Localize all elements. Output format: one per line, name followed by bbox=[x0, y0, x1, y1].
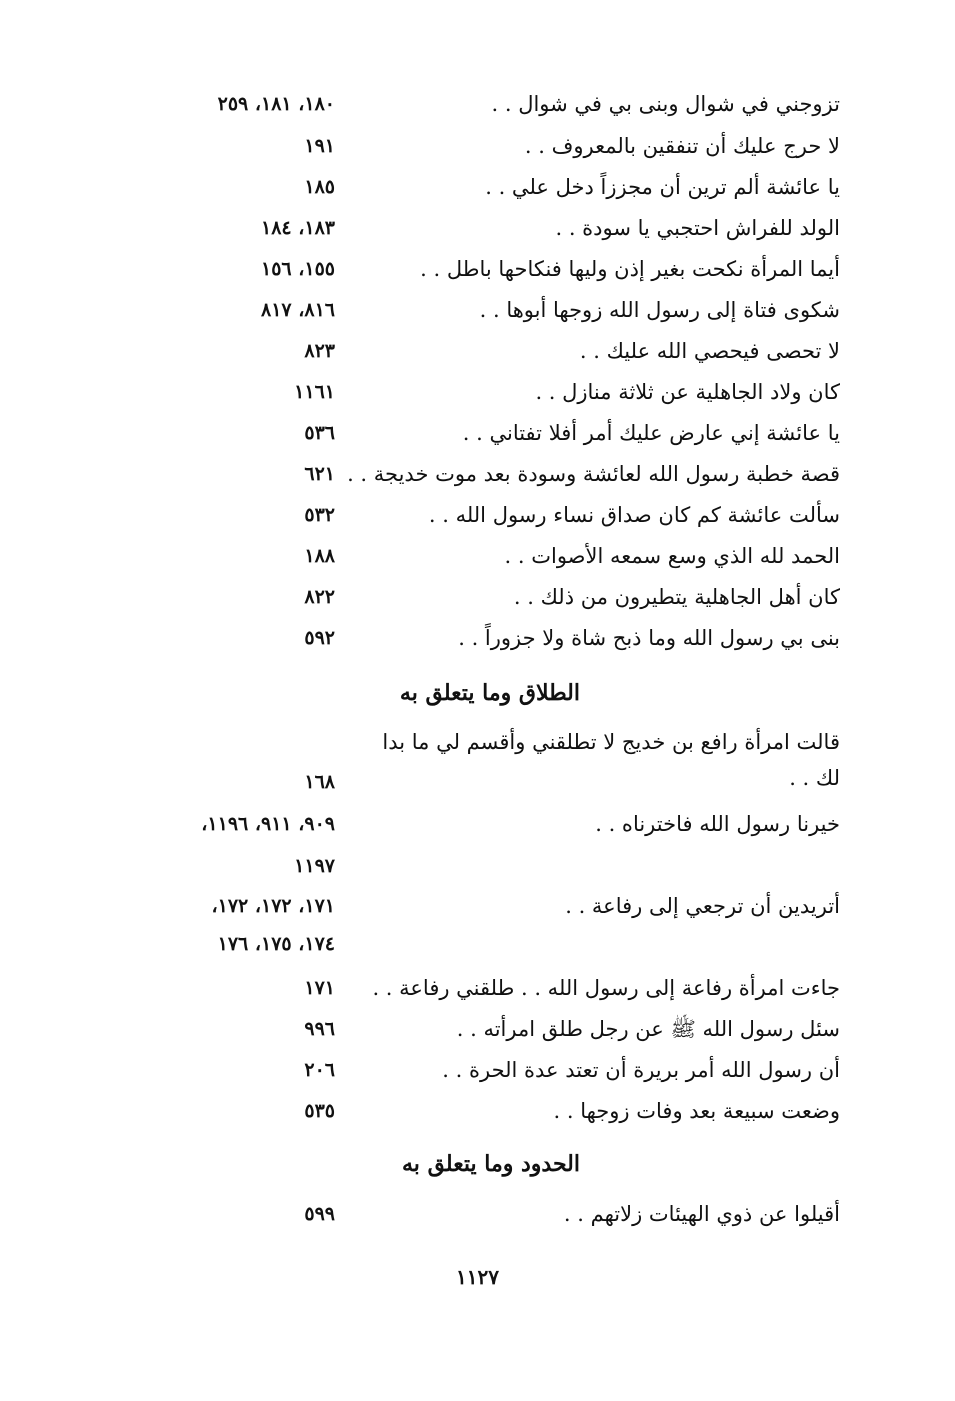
entry-text: بنى بي رسول الله وما ذبح شاة ولا جزوراً . . bbox=[458, 626, 840, 650]
entry-text: لا حرج عليك أن تنفقين بالمعروف . . bbox=[524, 134, 840, 158]
entry-text: يا عائشة إني عارض عليك أمر أفلا تفتاني . . bbox=[462, 421, 840, 445]
entry-pages: ١٦٨ bbox=[304, 771, 335, 793]
entry-pages: ٦٢١ bbox=[304, 463, 335, 485]
entry-text: جاءت امرأة رفاعة إلى رسول الله . . طلقني رفاعة . . bbox=[372, 976, 840, 1000]
entry-pages: ١٨٣، ١٨٤ bbox=[261, 217, 335, 239]
entry-pages: ٥٣٥ bbox=[304, 1100, 335, 1122]
entry-pages-cont: ١٧٤، ١٧٥، ١٧٦ bbox=[217, 933, 335, 955]
entry-text: كان ولاد الجاهلية عن ثلاثة منازل . . bbox=[535, 380, 840, 404]
entry-text: كان أهل الجاهلية يتطيرون من ذلك . . bbox=[513, 585, 840, 609]
entry-text: لا تحصى فيحصي الله عليك . . bbox=[579, 339, 840, 363]
page-number: ١١٢٧ bbox=[456, 1265, 499, 1289]
entry-pages: ١٩١ bbox=[304, 135, 335, 157]
index-entry bbox=[130, 724, 840, 804]
entry-pages-cont: ١١٩٧ bbox=[294, 855, 335, 877]
entry-pages: ٩٩٦ bbox=[304, 1018, 335, 1040]
index-entry bbox=[130, 888, 840, 968]
entry-text: شكوى فتاة إلى رسول الله زوجها أبوها . . bbox=[479, 298, 840, 322]
index-entry bbox=[130, 806, 840, 886]
section-heading: الحدود وما يتعلق به bbox=[402, 1151, 580, 1177]
entry-pages: ٨٢٣ bbox=[304, 340, 335, 362]
entry-pages: ١٨٥ bbox=[304, 176, 335, 198]
entry-text: أيما المرأة نكحت بغير إذن وليها فنكاحها باطل . . bbox=[420, 257, 840, 281]
entry-text: قصة خطبة رسول الله لعائشة وسودة بعد موت خديجة . . bbox=[347, 462, 840, 486]
entry-pages: ١٨٠، ١٨١، ٢٥٩ bbox=[217, 93, 335, 115]
entry-pages: ٥٩٩ bbox=[304, 1203, 335, 1225]
entry-pages: ١٥٥، ١٥٦ bbox=[261, 258, 335, 280]
entry-text: أقيلوا عن ذوي الهيئات زلاتهم . . bbox=[563, 1202, 840, 1226]
entry-text: أتريدين أن ترجعي إلى رفاعة . . bbox=[565, 894, 840, 918]
entry-pages: ٢٠٦ bbox=[304, 1059, 335, 1081]
entry-pages: ٨٢٢ bbox=[304, 586, 335, 608]
entry-text: تزوجني في شوال وبنى بي في شوال . . bbox=[491, 92, 840, 116]
entry-text-line2: لك . . bbox=[789, 766, 840, 790]
entry-text: أن رسول الله أمر بريرة أن تعتد عدة الحرة . . bbox=[442, 1058, 840, 1082]
entry-pages: ١٨٨ bbox=[304, 545, 335, 567]
entry-pages: ١١٦١ bbox=[294, 381, 335, 403]
entry-text: خيرنا رسول الله فاخترناه . . bbox=[595, 812, 840, 836]
entry-pages: ٥٣٦ bbox=[304, 422, 335, 444]
entry-text: الحمد لله الذي وسع سمعه الأصوات . . bbox=[504, 544, 840, 568]
entry-pages: ٨١٦، ٨١٧ bbox=[261, 299, 335, 321]
entry-text: سألت عائشة كم كان صداق نساء رسول الله . . bbox=[428, 503, 840, 527]
entry-pages: ٩٠٩، ٩١١، ١١٩٦، bbox=[201, 813, 335, 835]
entry-text: وضعت سبيعة بعد وفات زوجها . . bbox=[553, 1099, 840, 1123]
entry-pages: ١٧١ bbox=[304, 977, 335, 999]
entry-text: يا عائشة ألم ترين أن مجززاً دخل علي . . bbox=[485, 175, 840, 199]
entry-pages: ٥٣٢ bbox=[304, 504, 335, 526]
entry-text: الولد للفراش احتجبي يا سودة . . bbox=[555, 216, 840, 240]
entry-pages: ١٧١، ١٧٢، ١٧٢، bbox=[211, 895, 335, 917]
entry-text-line1: قالت امرأة رافع بن خديج لا تطلقني وأقسم لي ما بدا bbox=[382, 730, 840, 754]
entry-pages: ٥٩٢ bbox=[304, 627, 335, 649]
section-heading: الطلاق وما يتعلق به bbox=[399, 680, 580, 706]
entry-text: سئل رسول الله ﷺ عن رجل طلق امرأته . . bbox=[456, 1017, 840, 1041]
